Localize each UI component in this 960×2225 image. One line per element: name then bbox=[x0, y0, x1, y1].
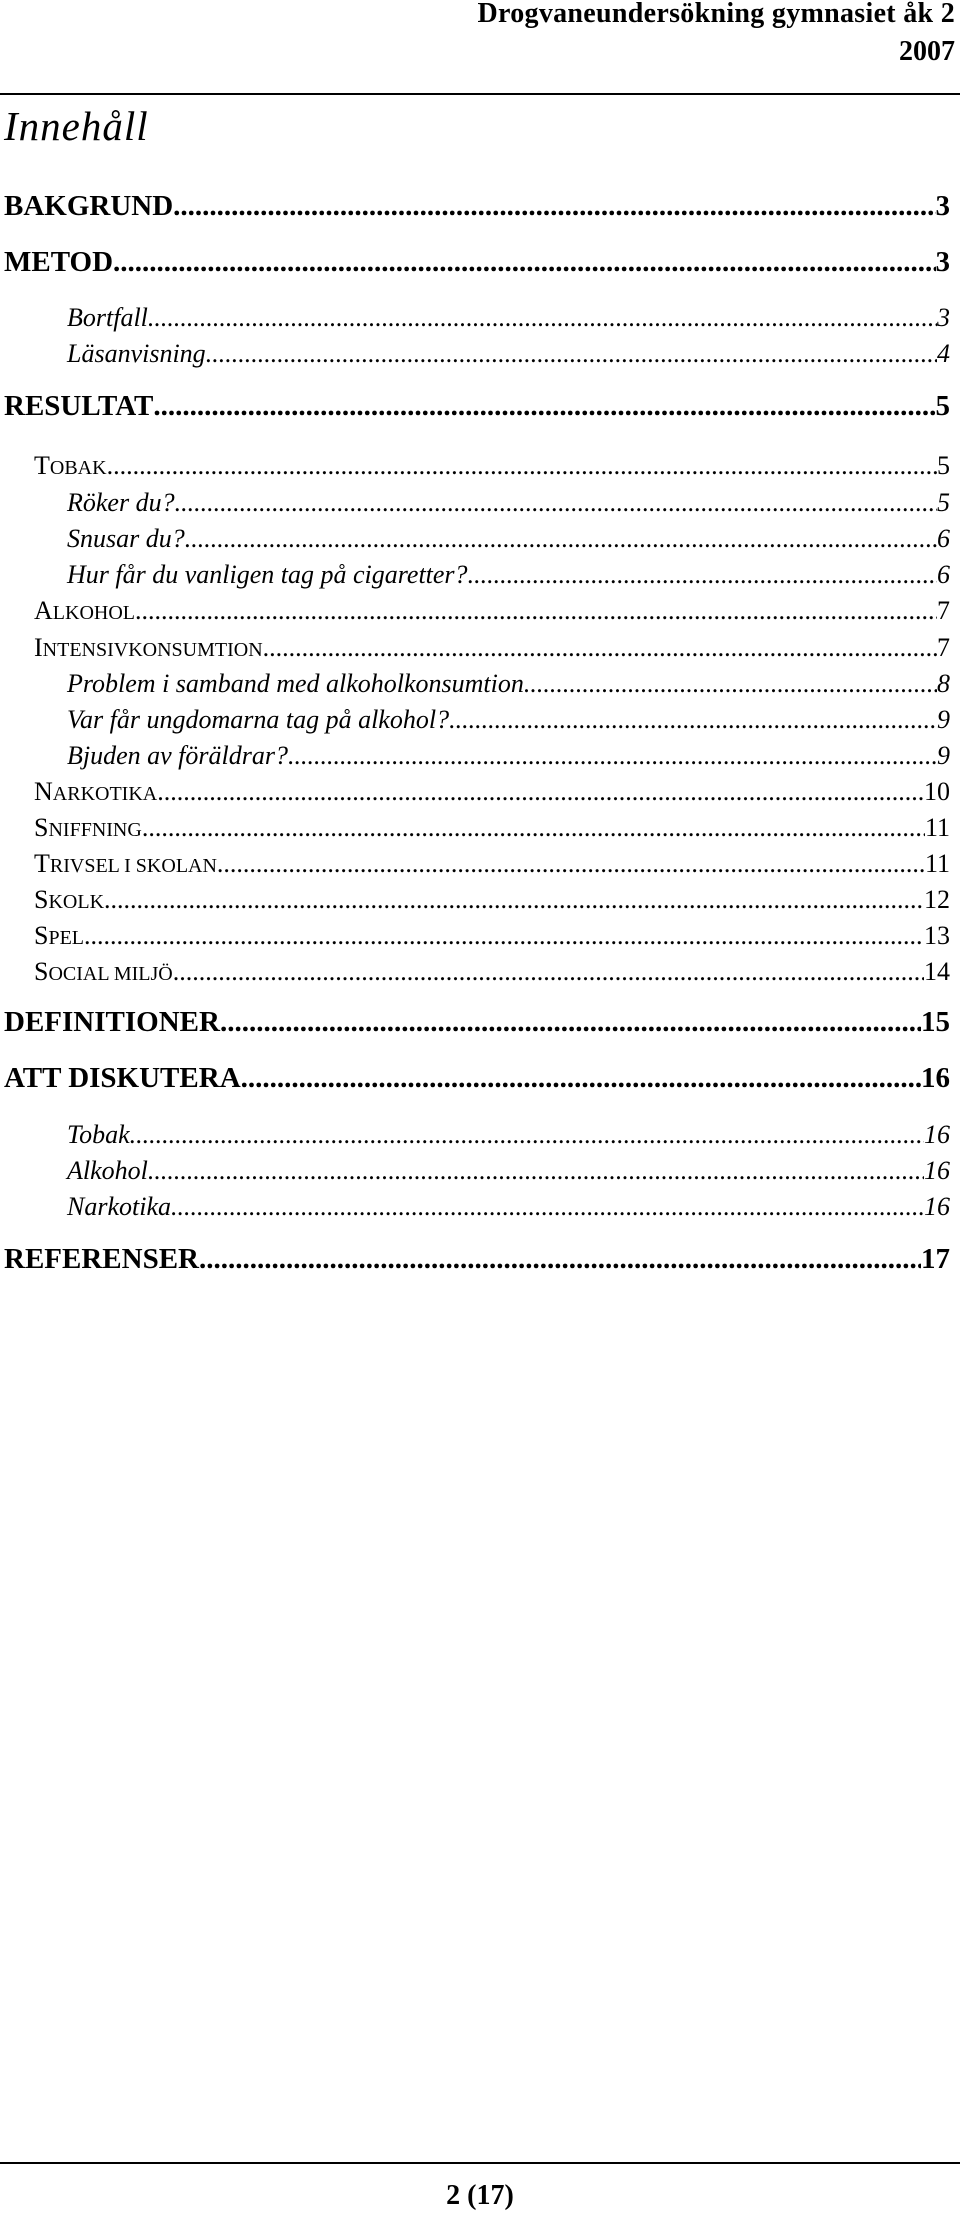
toc-entry-page: 16 bbox=[924, 1120, 950, 1149]
toc-entry-title: SOCIAL MILJÖ bbox=[34, 957, 173, 986]
toc-leader bbox=[185, 524, 937, 554]
toc-leader bbox=[107, 451, 937, 481]
toc-entry-page: 3 bbox=[935, 190, 950, 222]
toc-heading: Innehåll bbox=[4, 103, 149, 149]
toc-entry-att-diskutera[interactable] bbox=[0, 1059, 950, 1095]
toc-entry-title: Tobak bbox=[67, 1120, 130, 1149]
toc-entry-page: 14 bbox=[924, 957, 950, 986]
toc-entry-page: 16 bbox=[924, 1192, 950, 1221]
header-title: Drogvaneundersökning gymnasiet åk 2 bbox=[477, 0, 955, 29]
toc-entry-social-miljo[interactable] bbox=[0, 951, 950, 987]
toc-entry-page: 8 bbox=[937, 669, 950, 698]
toc-entry-page: 9 bbox=[937, 705, 950, 734]
toc-leader bbox=[220, 1006, 921, 1039]
toc-entry-hur-far-du-cigaretter[interactable] bbox=[0, 554, 950, 590]
toc-entry-trivsel-i-skolan[interactable] bbox=[0, 843, 950, 879]
toc-entry-problem-alkoholkonsumtion[interactable] bbox=[0, 663, 950, 699]
toc-leader bbox=[449, 705, 937, 735]
toc-entry-title: NARKOTIKA bbox=[34, 777, 158, 806]
toc-entry-title: ALKOHOL bbox=[34, 596, 135, 625]
toc-entry-title: Alkohol bbox=[67, 1156, 148, 1185]
toc-entry-title: Var får ungdomarna tag på alkohol? bbox=[67, 705, 450, 734]
toc-entry-title: Hur får du vanligen tag på cigaretter? bbox=[67, 560, 468, 589]
toc-entry-title: Problem i samband med alkoholkonsumtion bbox=[67, 669, 524, 698]
toc-entry-spel[interactable] bbox=[0, 915, 950, 951]
toc-entry-narkotika-sub[interactable] bbox=[0, 1186, 950, 1222]
toc-entry-alkohol-sub[interactable] bbox=[0, 1150, 950, 1186]
toc-entry-bjuden-av-foraldrar[interactable] bbox=[0, 735, 950, 771]
toc-entry-tobak[interactable] bbox=[0, 445, 950, 481]
toc-leader bbox=[217, 849, 925, 879]
toc-entry-page: 10 bbox=[924, 777, 950, 806]
toc-entry-bortfall[interactable] bbox=[0, 297, 950, 333]
toc-entry-title: Snusar du? bbox=[67, 524, 185, 553]
toc-leader bbox=[157, 777, 924, 807]
toc-leader bbox=[84, 921, 924, 951]
toc-leader bbox=[199, 1243, 921, 1276]
toc-entry-resultat[interactable] bbox=[0, 387, 950, 423]
toc-entry-bakgrund[interactable] bbox=[0, 187, 950, 223]
toc-entry-title: TOBAK bbox=[34, 451, 107, 480]
toc-entry-page: 13 bbox=[924, 921, 950, 950]
toc-entry-page: 16 bbox=[921, 1062, 950, 1094]
toc-leader bbox=[173, 957, 924, 987]
toc-entry-title: REFERENSER bbox=[4, 1243, 199, 1275]
toc-leader bbox=[148, 1156, 924, 1186]
toc-entry-title: DEFINITIONER bbox=[4, 1006, 220, 1038]
toc-leader bbox=[263, 633, 937, 663]
toc-entry-page: 6 bbox=[937, 524, 950, 553]
toc-entry-tobak-sub[interactable] bbox=[0, 1114, 950, 1150]
toc-entry-intensivkonsumtion[interactable] bbox=[0, 627, 950, 663]
toc-entry-skolk[interactable] bbox=[0, 879, 950, 915]
toc-entry-page: 11 bbox=[924, 849, 950, 878]
toc-entry-title: Narkotika bbox=[67, 1192, 171, 1221]
toc-entry-title: RESULTAT bbox=[4, 390, 154, 422]
toc-entry-page: 11 bbox=[924, 813, 950, 842]
toc-leader bbox=[142, 813, 925, 843]
toc-leader bbox=[113, 246, 935, 279]
toc-entry-title: TRIVSEL I SKOLAN bbox=[34, 849, 217, 878]
toc-entry-var-far-ungdomarna[interactable] bbox=[0, 699, 950, 735]
toc-entry-page: 9 bbox=[937, 741, 950, 770]
toc-entry-title: INTENSIVKONSUMTION bbox=[34, 633, 263, 662]
toc-leader bbox=[175, 488, 937, 518]
toc-entry-page: 3 bbox=[935, 246, 950, 278]
toc-entry-referenser[interactable] bbox=[0, 1240, 950, 1276]
toc-entry-page: 3 bbox=[937, 303, 950, 332]
toc-entry-title: Bortfall bbox=[67, 303, 148, 332]
toc-entry-page: 12 bbox=[924, 885, 950, 914]
toc-entry-title: Röker du? bbox=[67, 488, 175, 517]
toc-entry-page: 5 bbox=[937, 488, 950, 517]
toc-entry-page: 17 bbox=[921, 1243, 950, 1275]
page-number: 2 (17) bbox=[446, 2180, 514, 2211]
toc-entry-title: SKOLK bbox=[34, 885, 105, 914]
toc-entry-title: BAKGRUND bbox=[4, 190, 174, 222]
toc-entry-roker-du[interactable] bbox=[0, 482, 950, 518]
toc-leader bbox=[241, 1062, 921, 1095]
toc-entry-page: 5 bbox=[937, 451, 950, 480]
toc-entry-page: 16 bbox=[924, 1156, 950, 1185]
header-rule bbox=[0, 93, 960, 95]
toc-entry-page: 4 bbox=[937, 339, 950, 368]
toc-entry-page: 5 bbox=[935, 390, 950, 422]
toc-entry-title: SPEL bbox=[34, 921, 85, 950]
header-year: 2007 bbox=[899, 36, 955, 67]
toc-entry-title: METOD bbox=[4, 246, 114, 278]
toc-entry-page: 6 bbox=[937, 560, 950, 589]
footer-rule bbox=[0, 2162, 960, 2164]
toc-entry-page: 15 bbox=[921, 1006, 950, 1038]
toc-leader bbox=[153, 390, 935, 423]
toc-entry-title: ATT DISKUTERA bbox=[4, 1062, 241, 1094]
toc-entry-page: 7 bbox=[937, 633, 950, 662]
toc-leader bbox=[524, 669, 937, 699]
toc-leader bbox=[104, 885, 924, 915]
toc-entry-lasanvisning[interactable] bbox=[0, 333, 950, 369]
toc-entry-title: Bjuden av föräldrar? bbox=[67, 741, 288, 770]
toc-leader bbox=[468, 560, 937, 590]
toc-leader bbox=[288, 741, 937, 771]
toc-entry-narkotika[interactable] bbox=[0, 771, 950, 807]
toc-entry-snusar-du[interactable] bbox=[0, 518, 950, 554]
toc-leader bbox=[206, 339, 937, 369]
toc-entry-definitioner[interactable] bbox=[0, 1003, 950, 1039]
toc-leader bbox=[173, 190, 935, 223]
toc-entry-page: 7 bbox=[937, 596, 950, 625]
toc-leader bbox=[171, 1192, 924, 1222]
toc-entry-sniffning[interactable] bbox=[0, 807, 950, 843]
toc-leader bbox=[135, 596, 937, 626]
toc-entry-alkohol[interactable] bbox=[0, 590, 950, 626]
toc-entry-title: Läsanvisning bbox=[67, 339, 206, 368]
toc-leader bbox=[130, 1120, 924, 1150]
toc-entry-title: SNIFFNING bbox=[34, 813, 142, 842]
toc-leader bbox=[148, 303, 937, 333]
toc-entry-metod[interactable] bbox=[0, 243, 950, 279]
